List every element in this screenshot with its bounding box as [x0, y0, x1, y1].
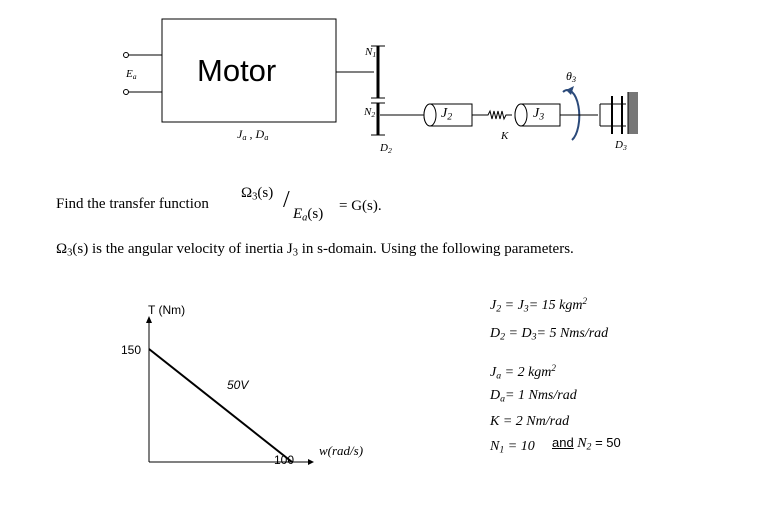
inertia-j3-label: $J_3$ — [533, 106, 545, 123]
gear-ratio-extra: and $N_2 = 50$ — [552, 435, 621, 453]
find-text: Find the transfer function — [56, 196, 209, 212]
wall-hatch — [628, 92, 638, 134]
damper-d2-label: $D_2$ — [380, 142, 392, 155]
parameter-row: $N_1 = 10$ — [490, 439, 535, 456]
theta3-label: $\theta_3$ — [566, 69, 577, 85]
input-label: $E_a$ — [126, 68, 137, 81]
tf-numerator: $\Omega_3(s)$ — [241, 185, 274, 203]
parameter-row: $J_a = 2$ kgm$^2$ — [490, 363, 556, 382]
parameter-row: K = 2 Nm/rad — [490, 414, 570, 429]
chart-line-label: 50V — [227, 378, 249, 392]
tf-slash: / — [283, 187, 290, 213]
motor-label: Motor — [197, 53, 277, 88]
tf-equals: = G(s). — [339, 198, 382, 214]
chart-x-label: w(rad/s) — [319, 443, 364, 458]
spring-k — [484, 111, 512, 119]
motor-params-label: $J_a$ , $D_a$ — [237, 127, 269, 143]
gear-n2-label: $N_2$ — [364, 106, 376, 119]
chart-x-intercept: 100 — [274, 453, 295, 467]
torque-speed-line — [149, 349, 292, 462]
description-line: $\Omega_3(s)$ is the angular velocity of inertia $J_3$ in s-domain. Using the following parameters. — [56, 241, 574, 259]
gear-n1-label: $N_1$ — [365, 46, 377, 59]
tf-denominator: $E_a(s)$ — [293, 206, 324, 224]
chart-y-label: T (Nm) — [148, 303, 186, 317]
damper-d3-label: $D_3$ — [615, 139, 627, 152]
parameter-row: $D_2 = D_3= 5$ Nms/rad — [490, 326, 609, 343]
spring-k-label: K — [501, 130, 509, 142]
parameter-row: $J_2 = J_3= 15$ kgm$^2$ — [490, 296, 588, 315]
parameter-row: $D_a= 1$ Nms/rad — [490, 388, 577, 405]
inertia-j2-label: $J_2$ — [441, 106, 453, 123]
chart-y-intercept: 150 — [121, 343, 142, 357]
